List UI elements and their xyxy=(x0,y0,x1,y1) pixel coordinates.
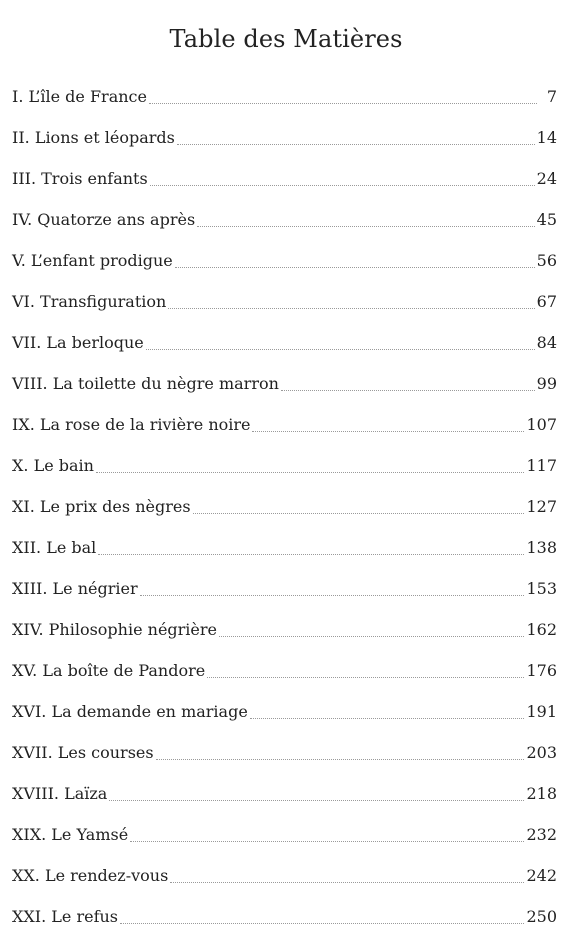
toc-entry[interactable] xyxy=(12,435,557,476)
toc-entry[interactable] xyxy=(12,804,557,845)
dot-leader xyxy=(109,799,524,801)
dot-leader xyxy=(250,717,525,719)
dot-leader xyxy=(149,102,537,104)
page-title: Table des Matières xyxy=(169,25,403,54)
toc-entry-page[interactable]: 203 xyxy=(526,743,557,762)
dot-leader xyxy=(96,471,525,473)
toc-entry-title[interactable]: XVII. Les courses xyxy=(12,743,154,762)
toc-entry[interactable] xyxy=(12,517,557,558)
toc-entry[interactable] xyxy=(12,353,557,394)
toc-entry[interactable] xyxy=(12,271,557,312)
toc-entry-title[interactable]: IV. Quatorze ans après xyxy=(12,210,196,229)
toc-entry-title[interactable]: V. L’enfant prodigue xyxy=(12,251,173,270)
toc-entry-page[interactable]: 99 xyxy=(536,374,557,393)
toc-entry-page[interactable]: 218 xyxy=(526,784,557,803)
toc-entry-page[interactable]: 107 xyxy=(526,415,557,434)
toc-entry-title[interactable]: XIX. Le Yamsé xyxy=(12,825,129,844)
toc-entry-page[interactable]: 67 xyxy=(536,292,557,311)
dot-leader xyxy=(177,143,535,145)
dot-leader xyxy=(219,635,524,637)
dot-leader xyxy=(130,840,524,842)
dot-leader xyxy=(156,758,525,760)
dot-leader xyxy=(197,225,534,227)
toc-entry-page[interactable]: 162 xyxy=(526,620,557,639)
toc-entry[interactable] xyxy=(12,66,557,107)
toc-entry[interactable] xyxy=(12,640,557,681)
toc-entry[interactable] xyxy=(12,148,557,189)
toc-list xyxy=(12,66,557,927)
toc-entry-title[interactable]: XIV. Philosophie négrière xyxy=(12,620,218,639)
toc-entry[interactable] xyxy=(12,722,557,763)
dot-leader xyxy=(170,881,524,883)
toc-entry-page[interactable]: 176 xyxy=(526,661,557,680)
toc-entry[interactable] xyxy=(12,599,557,640)
toc-entry-title[interactable]: IX. La rose de la rivière noire xyxy=(12,415,251,434)
toc-entry-page[interactable]: 45 xyxy=(536,210,557,229)
toc-entry-title[interactable]: III. Trois enfants xyxy=(12,169,148,188)
toc-entry-title[interactable]: II. Lions et léopards xyxy=(12,128,175,147)
dot-leader xyxy=(252,430,524,432)
dot-leader xyxy=(281,389,535,391)
toc-entry[interactable] xyxy=(12,230,557,271)
dot-leader xyxy=(150,184,535,186)
toc-entry-page[interactable]: 14 xyxy=(536,128,557,147)
dot-leader xyxy=(146,348,535,350)
toc-entry-title[interactable]: XV. La boîte de Pandore xyxy=(12,661,206,680)
toc-entry-title[interactable]: VIII. La toilette du nègre marron xyxy=(12,374,279,393)
dot-leader xyxy=(98,553,524,555)
toc-entry-title[interactable]: X. Le bain xyxy=(12,456,94,475)
toc-entry-title[interactable]: XII. Le bal xyxy=(12,538,97,557)
toc-entry[interactable] xyxy=(12,681,557,722)
toc-entry-title[interactable]: XVI. La demande en mariage xyxy=(12,702,248,721)
toc-entry-title[interactable]: I. L’île de France xyxy=(12,87,147,106)
dot-leader xyxy=(175,266,535,268)
toc-entry-page[interactable]: 242 xyxy=(526,866,557,885)
toc-entry-page[interactable]: 138 xyxy=(526,538,557,557)
toc-entry-title[interactable]: XIII. Le négrier xyxy=(12,579,138,598)
toc-entry-title[interactable]: VI. Transfiguration xyxy=(12,292,167,311)
toc-entry[interactable] xyxy=(12,107,557,148)
toc-entry-title[interactable]: XI. Le prix des nègres xyxy=(12,497,191,516)
dot-leader xyxy=(140,594,525,596)
toc-entry[interactable] xyxy=(12,394,557,435)
toc-entry[interactable] xyxy=(12,312,557,353)
dot-leader xyxy=(168,307,534,309)
toc-entry[interactable] xyxy=(12,558,557,599)
toc-entry[interactable] xyxy=(12,886,557,927)
toc-entry-title[interactable]: XXI. Le refus xyxy=(12,907,119,926)
toc-entry-page[interactable]: 24 xyxy=(536,169,557,188)
toc-entry[interactable] xyxy=(12,763,557,804)
dot-leader xyxy=(193,512,525,514)
toc-entry-page[interactable]: 191 xyxy=(526,702,557,721)
toc-entry[interactable] xyxy=(12,476,557,517)
toc-entry[interactable] xyxy=(12,189,557,230)
toc-entry-page[interactable]: 56 xyxy=(536,251,557,270)
toc-entry-title[interactable]: VII. La berloque xyxy=(12,333,144,352)
toc-entry[interactable] xyxy=(12,845,557,886)
toc-entry-page[interactable]: 7 xyxy=(546,87,557,106)
toc-entry-page[interactable]: 250 xyxy=(526,907,557,926)
toc-entry-page[interactable]: 153 xyxy=(526,579,557,598)
toc-entry-page[interactable]: 117 xyxy=(526,456,557,475)
toc-entry-title[interactable]: XX. Le rendez-vous xyxy=(12,866,169,885)
toc-entry-page[interactable]: 232 xyxy=(526,825,557,844)
toc-entry-page[interactable]: 127 xyxy=(526,497,557,516)
toc-entry-title[interactable]: XVIII. Laïza xyxy=(12,784,108,803)
toc-entry-page[interactable]: 84 xyxy=(536,333,557,352)
dot-leader xyxy=(207,676,524,678)
